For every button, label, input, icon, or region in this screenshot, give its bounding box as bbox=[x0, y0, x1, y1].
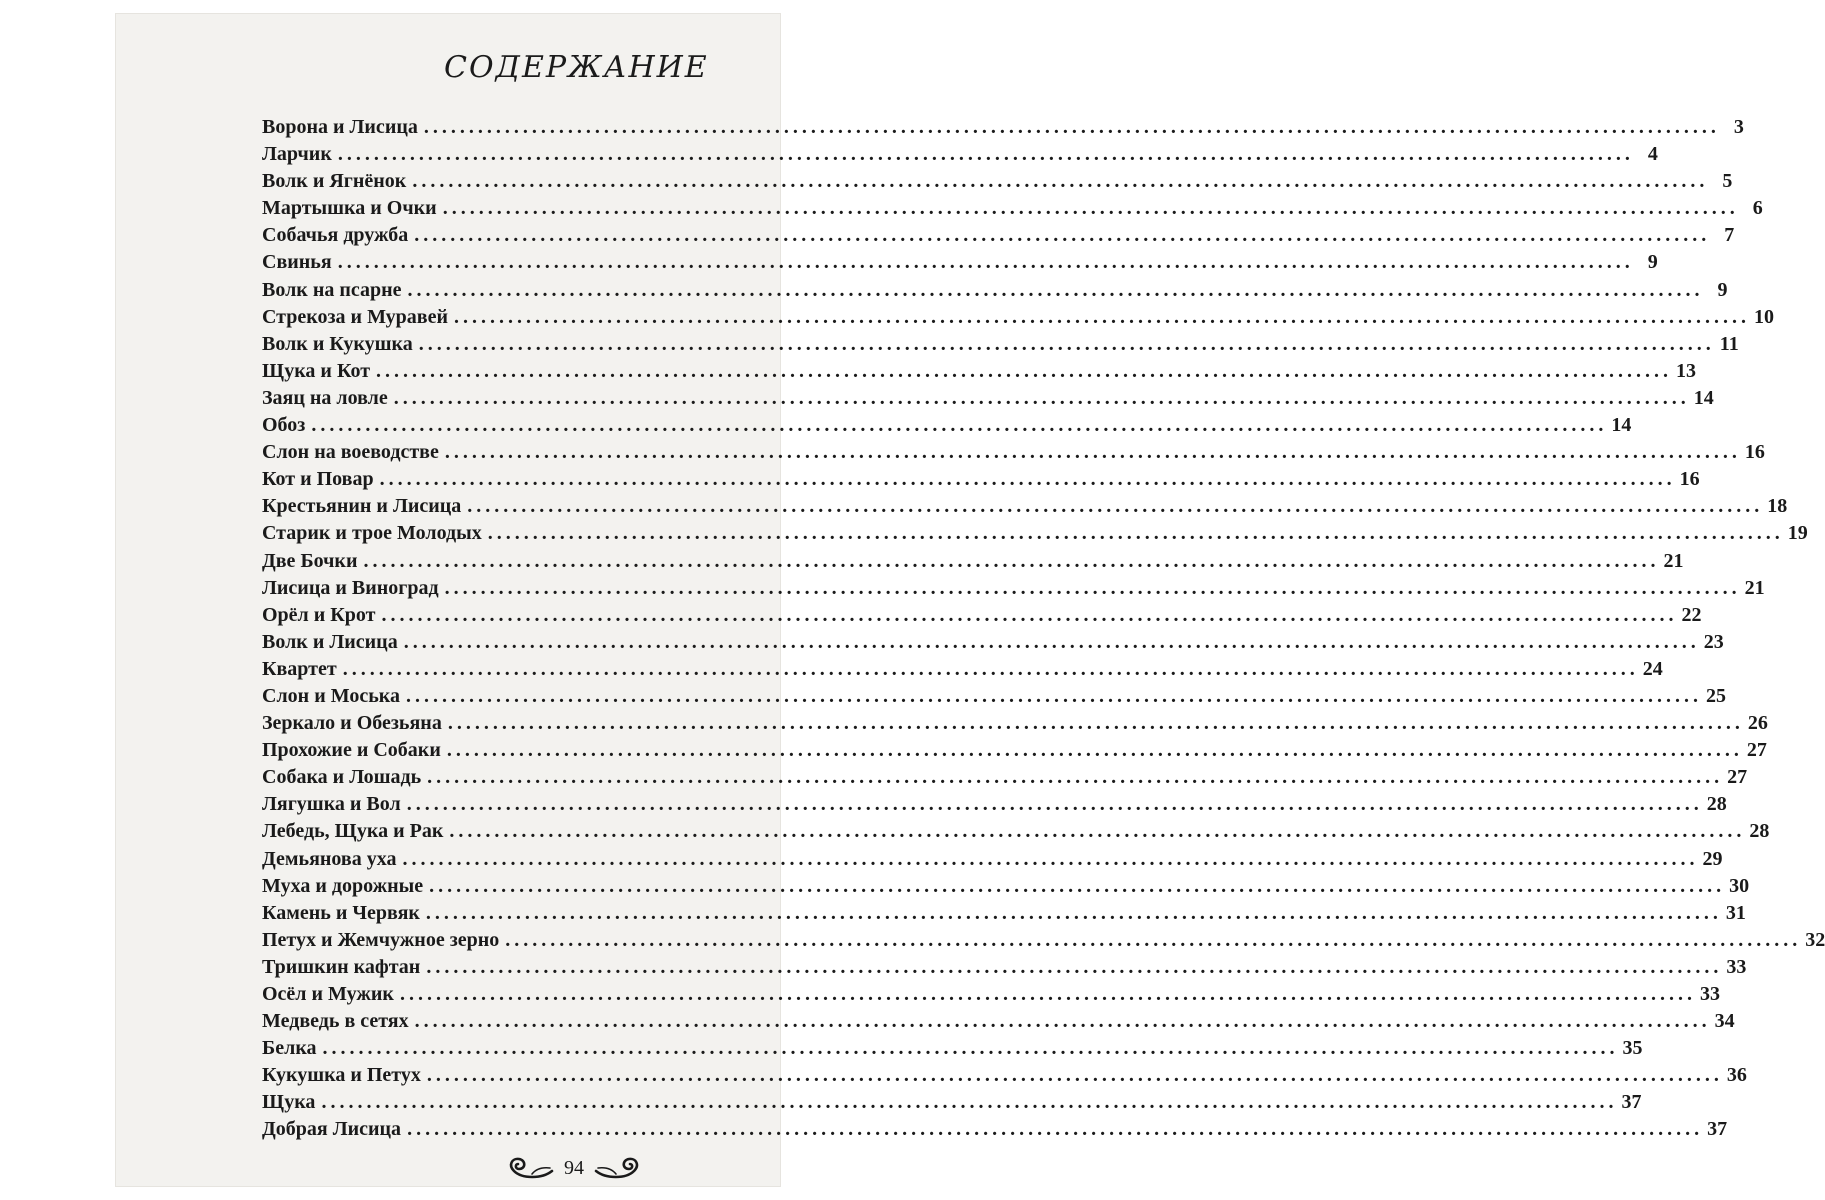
toc-entry-page: 33 bbox=[1726, 955, 1747, 978]
toc-entry-page: 33 bbox=[1699, 983, 1720, 1005]
toc-entry-page: 3 bbox=[1733, 116, 1744, 138]
toc-entry bbox=[262, 873, 1750, 900]
toc-entry bbox=[262, 846, 1723, 873]
dot-leader bbox=[343, 656, 1639, 683]
dot-leader bbox=[400, 981, 1696, 1008]
dot-leader bbox=[426, 954, 1722, 981]
toc-entry-page: 35 bbox=[1622, 1037, 1643, 1060]
page-title: СОДЕРЖАНИЕ bbox=[444, 50, 709, 85]
toc-entry-page: 36 bbox=[1726, 1064, 1747, 1087]
toc-entry-page: 5 bbox=[1722, 170, 1733, 193]
toc-entry-page: 27 bbox=[1746, 739, 1767, 762]
dot-leader bbox=[406, 683, 1702, 710]
toc-entry-title: Лебедь, Щука и Рак bbox=[262, 820, 444, 843]
toc-entry-title: Свинья bbox=[262, 251, 332, 274]
dot-leader bbox=[415, 1008, 1711, 1035]
toc-entry bbox=[262, 900, 1746, 927]
dot-leader bbox=[488, 520, 1784, 547]
toc-entry bbox=[262, 304, 1775, 331]
toc-entry-title: Слон на воеводстве bbox=[262, 441, 439, 464]
toc-entry-title: Собака и Лошадь bbox=[262, 766, 422, 789]
toc-entry bbox=[262, 927, 1825, 954]
toc-entry-page: 34 bbox=[1714, 1010, 1735, 1033]
toc-entry-title: Две Бочки bbox=[262, 549, 358, 572]
toc-entry-title: Ларчик bbox=[262, 143, 332, 166]
toc-entry-page: 4 bbox=[1647, 143, 1658, 166]
dot-leader bbox=[338, 249, 1634, 276]
dot-leader bbox=[402, 846, 1698, 873]
toc-entry bbox=[262, 629, 1724, 656]
toc-entry-title: Крестьянин и Лисица bbox=[262, 495, 462, 518]
dot-leader bbox=[427, 764, 1723, 791]
toc-entry-title: Квартет bbox=[262, 657, 337, 680]
toc-entry-page: 27 bbox=[1727, 766, 1748, 789]
toc-entry-page: 37 bbox=[1621, 1091, 1642, 1114]
toc-entry bbox=[262, 141, 1658, 168]
toc-entry bbox=[262, 954, 1747, 981]
toc-entry-title: Прохожие и Собаки bbox=[262, 739, 441, 762]
toc-entry bbox=[262, 168, 1733, 195]
toc-entry-title: Петух и Жемчужное зерно bbox=[262, 928, 500, 951]
toc-entry-title: Демьянова уха bbox=[262, 847, 397, 870]
toc-entry-title: Заяц на ловле bbox=[262, 386, 388, 409]
toc-entry bbox=[262, 249, 1658, 276]
toc-entry-page: 16 bbox=[1744, 441, 1765, 464]
dot-leader bbox=[323, 1035, 1619, 1062]
toc-entry bbox=[262, 1008, 1735, 1035]
toc-entry bbox=[262, 1089, 1642, 1116]
toc-entry-page: 21 bbox=[1663, 549, 1684, 572]
toc-entry bbox=[262, 385, 1714, 412]
toc-entry-title: Кот и Повар bbox=[262, 468, 374, 491]
toc-entry-title: Волк и Лисица bbox=[262, 630, 398, 653]
dot-leader bbox=[321, 1089, 1617, 1116]
dot-leader bbox=[363, 548, 1659, 575]
toc-entry-page: 26 bbox=[1747, 712, 1768, 735]
toc-entry-title: Медведь в сетях bbox=[262, 1010, 409, 1033]
toc-entry-title: Ворона и Лисица bbox=[262, 116, 418, 138]
toc-entry-page: 11 bbox=[1719, 332, 1739, 355]
toc-entry-title: Волк и Ягнёнок bbox=[262, 170, 407, 193]
toc-entry bbox=[262, 548, 1684, 575]
toc-entry-page: 21 bbox=[1744, 576, 1765, 599]
toc-entry-title: Волк на псарне bbox=[262, 278, 402, 301]
toc-entry-title: Тришкин кафтан bbox=[262, 955, 421, 978]
toc-entry bbox=[262, 331, 1739, 358]
dot-leader bbox=[427, 1062, 1723, 1089]
dot-leader bbox=[447, 737, 1743, 764]
toc-entry bbox=[262, 520, 1808, 547]
page-footer bbox=[494, 1148, 654, 1188]
toc-entry bbox=[262, 710, 1768, 737]
dot-leader bbox=[394, 385, 1690, 412]
toc-entry bbox=[262, 1116, 1728, 1143]
toc-entry-page: 28 bbox=[1706, 793, 1727, 816]
toc-entry-title: Добрая Лисица bbox=[262, 1118, 402, 1141]
toc-entry-title: Волк и Кукушка bbox=[262, 332, 413, 355]
toc-entry-title: Муха и дорожные bbox=[262, 874, 424, 897]
toc-entry-title: Слон и Моська bbox=[262, 684, 400, 707]
toc-entry-page: 9 bbox=[1717, 278, 1728, 301]
toc-entry bbox=[262, 818, 1770, 845]
dot-leader bbox=[424, 114, 1720, 141]
toc-entry-page: 19 bbox=[1787, 522, 1808, 545]
toc-entry bbox=[262, 277, 1728, 304]
toc-entry-page: 23 bbox=[1703, 630, 1724, 653]
dot-leader bbox=[505, 927, 1801, 954]
toc-entry-title: Зеркало и Обезьяна bbox=[262, 712, 442, 735]
dot-leader bbox=[407, 791, 1703, 818]
dot-leader bbox=[448, 710, 1744, 737]
toc-entry-page: 31 bbox=[1725, 901, 1746, 924]
toc-entry bbox=[262, 466, 1700, 493]
dot-leader bbox=[426, 900, 1722, 927]
toc-entry-page: 25 bbox=[1706, 684, 1726, 707]
dot-leader bbox=[380, 466, 1676, 493]
toc-entry-title: Осёл и Мужик bbox=[262, 983, 394, 1005]
dot-leader bbox=[407, 1116, 1703, 1143]
toc-entry-page: 7 bbox=[1724, 224, 1735, 247]
toc-entry-page: 6 bbox=[1752, 197, 1763, 220]
page-number: 94 bbox=[564, 1156, 584, 1179]
dot-leader bbox=[338, 141, 1634, 168]
dot-leader bbox=[408, 277, 1704, 304]
toc-entry-page: 28 bbox=[1749, 820, 1770, 843]
toc-entry-page: 18 bbox=[1767, 495, 1788, 518]
dot-leader bbox=[412, 168, 1708, 195]
toc-entry bbox=[262, 981, 1720, 1008]
toc-entry bbox=[262, 1035, 1643, 1062]
dot-leader bbox=[419, 331, 1715, 358]
toc-entry-page: 29 bbox=[1702, 847, 1723, 870]
toc-entry bbox=[262, 656, 1663, 683]
toc-entry-page: 37 bbox=[1707, 1118, 1728, 1141]
toc-entry-page: 30 bbox=[1729, 874, 1750, 897]
toc-entry-title: Старик и трое Молодых bbox=[262, 522, 482, 545]
toc-entry bbox=[262, 575, 1765, 602]
toc-entry-title: Стрекоза и Муравей bbox=[262, 305, 449, 328]
toc-entry bbox=[262, 222, 1735, 249]
toc-entry bbox=[262, 493, 1788, 520]
toc-entry-title: Орёл и Крот bbox=[262, 603, 376, 626]
toc-entry-title: Щука bbox=[262, 1091, 316, 1114]
dot-leader bbox=[454, 304, 1750, 331]
toc-entry-page: 16 bbox=[1679, 468, 1700, 491]
dot-leader bbox=[414, 222, 1710, 249]
toc-entry bbox=[262, 737, 1767, 764]
swirl-ornament-right-icon bbox=[594, 1155, 646, 1181]
toc-entry-title: Камень и Червяк bbox=[262, 901, 420, 924]
toc-entry-page: 9 bbox=[1647, 251, 1658, 274]
toc-entry bbox=[262, 412, 1632, 439]
dot-leader bbox=[382, 602, 1678, 629]
dot-leader bbox=[443, 195, 1739, 222]
toc-entry bbox=[262, 439, 1765, 466]
toc-entry-page: 10 bbox=[1754, 305, 1775, 328]
toc-entry-title: Обоз bbox=[262, 414, 306, 437]
toc-entry-page: 32 bbox=[1805, 928, 1825, 951]
dot-leader bbox=[445, 439, 1741, 466]
toc-entry-page: 24 bbox=[1642, 657, 1663, 680]
toc-entry-title: Собачья дружба bbox=[262, 224, 409, 247]
toc-entry bbox=[262, 1062, 1747, 1089]
toc-entry-page: 13 bbox=[1676, 359, 1697, 382]
toc-entry-title: Лисица и Виноград bbox=[262, 576, 439, 599]
toc-entry-title: Мартышка и Очки bbox=[262, 197, 437, 220]
toc-entry bbox=[262, 602, 1702, 629]
toc-entry bbox=[262, 114, 1744, 141]
swirl-ornament-left-icon bbox=[502, 1155, 554, 1181]
toc-entry-page: 22 bbox=[1681, 603, 1702, 626]
toc-entry-page: 14 bbox=[1693, 386, 1714, 409]
dot-leader bbox=[429, 873, 1725, 900]
dot-leader bbox=[445, 575, 1741, 602]
dot-leader bbox=[449, 818, 1745, 845]
toc-entry bbox=[262, 764, 1748, 791]
toc-entry-page: 14 bbox=[1611, 414, 1632, 437]
toc-entry bbox=[262, 358, 1697, 385]
dot-leader bbox=[467, 493, 1763, 520]
table-of-contents bbox=[262, 114, 1825, 1144]
dot-leader bbox=[404, 629, 1700, 656]
dot-leader bbox=[376, 358, 1672, 385]
toc-entry-title: Щука и Кот bbox=[262, 359, 371, 382]
dot-leader bbox=[311, 412, 1607, 439]
toc-entry bbox=[262, 791, 1727, 818]
book-page bbox=[116, 14, 1825, 1186]
toc-entry-title: Кукушка и Петух bbox=[262, 1064, 421, 1087]
toc-entry-title: Белка bbox=[262, 1037, 317, 1060]
toc-entry bbox=[262, 683, 1726, 710]
toc-entry bbox=[262, 195, 1763, 222]
toc-entry-title: Лягушка и Вол bbox=[262, 793, 401, 816]
